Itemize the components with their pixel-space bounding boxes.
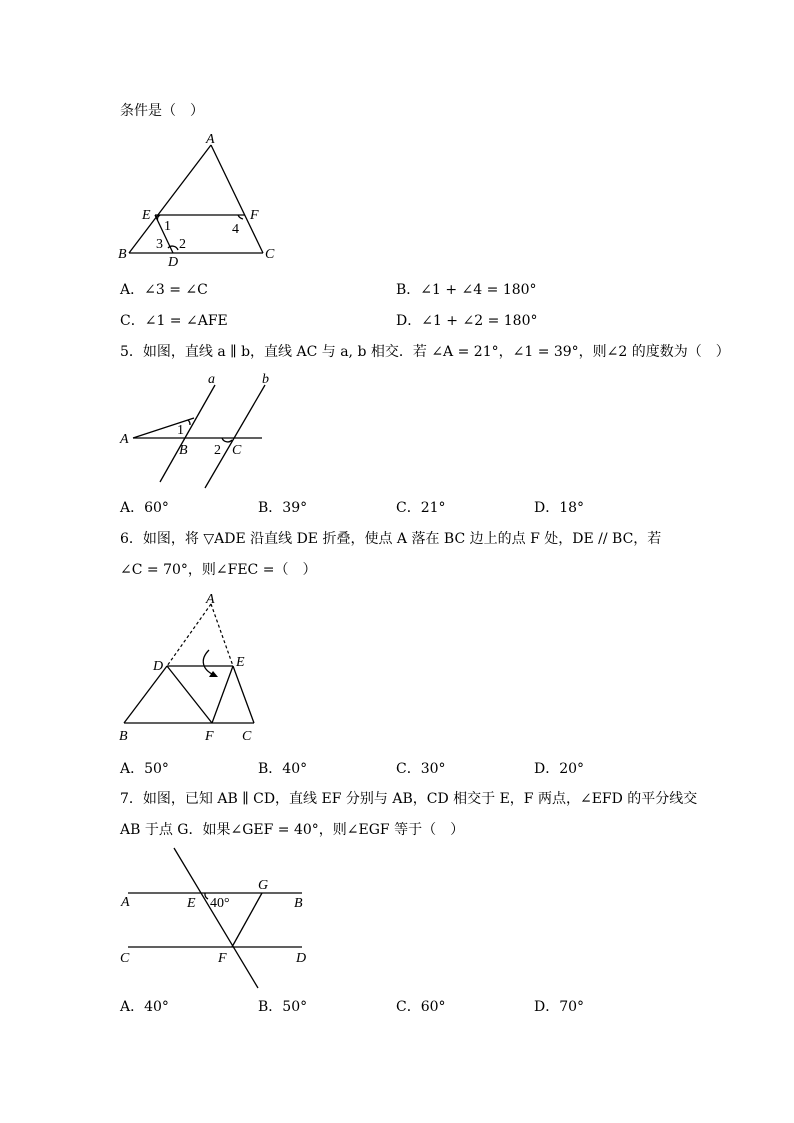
q5-label-B: B — [179, 443, 188, 458]
q5-option-b[interactable]: B．39° — [258, 500, 308, 516]
q6-label-E: E — [236, 655, 245, 670]
q6-option-b[interactable]: B．40° — [258, 761, 308, 777]
q4-angle-label-2: 2 — [179, 237, 186, 252]
q4-stem-tail: 条件是（ ） — [120, 103, 204, 119]
q7-angle-arc-gef — [205, 893, 208, 899]
q4-angle-label-1: 1 — [164, 219, 171, 234]
q7-stem-line1: 7．如图，已知 AB ∥ CD，直线 EF 分别与 AB，CD 相交于 E，F 两点，∠EFD 的平分线交 — [120, 791, 698, 807]
q4-label-E: E — [142, 208, 151, 223]
q7-label-F: F — [218, 951, 227, 966]
q6-side-ec — [233, 666, 254, 723]
q5-figure — [110, 365, 290, 495]
q6-side-bd — [124, 666, 167, 723]
q5-line-a-to-a — [133, 418, 194, 438]
q7-angle-label: 40° — [210, 896, 230, 911]
q6-label-B: B — [119, 729, 128, 744]
q6-label-A: A — [206, 592, 215, 607]
q5-label-A: A — [120, 432, 129, 447]
q6-option-c[interactable]: C．30° — [396, 761, 446, 777]
q6-figure — [110, 585, 280, 745]
q5-label-a: a — [208, 372, 215, 387]
q7-line-ef — [174, 848, 258, 988]
q4-option-d[interactable]: D．∠1 + ∠2 = 180° — [396, 313, 538, 329]
q4-label-D: D — [168, 255, 179, 270]
q4-label-C: C — [265, 247, 275, 262]
q5-option-c[interactable]: C．21° — [396, 500, 446, 516]
q6-option-d[interactable]: D．20° — [534, 761, 585, 777]
q7-label-D: D — [296, 951, 307, 966]
q7-label-A: A — [121, 895, 130, 910]
q4-option-c[interactable]: C．∠1 = ∠AFE — [120, 313, 228, 329]
q7-label-B: B — [294, 896, 303, 911]
q7-label-C: C — [120, 951, 130, 966]
q7-option-c[interactable]: C．60° — [396, 999, 446, 1015]
q6-label-D: D — [153, 659, 164, 674]
q5-angle-label-2: 2 — [214, 443, 221, 458]
q5-option-a[interactable]: A．60° — [120, 500, 169, 516]
q7-label-G: G — [258, 878, 269, 893]
q7-option-d[interactable]: D．70° — [534, 999, 585, 1015]
q6-fold-arrow — [203, 650, 214, 675]
q6-label-F: F — [205, 729, 214, 744]
q7-figure — [110, 842, 320, 992]
q6-fold-arrowhead — [209, 671, 218, 677]
q5-angle-arc-1 — [188, 420, 190, 425]
q5-angle-label-1: 1 — [177, 423, 184, 438]
q4-figure — [110, 125, 290, 270]
q4-label-A: A — [206, 132, 215, 147]
q5-stem: 5．如图，直线 a ∥ b，直线 AC 与 a, b 相交．若 ∠A = 21°，∠1 = 39°，则∠2 的度数为（ ） — [120, 344, 730, 360]
q6-segment-df — [167, 666, 212, 723]
q7-bisector-fg — [232, 893, 262, 947]
q4-option-a[interactable]: A．∠3 = ∠C — [120, 282, 208, 298]
q6-stem-line1: 6．如图，将 ▽ADE 沿直线 DE 折叠，使点 A 落在 BC 边上的点 F 处，DE // BC，若 — [120, 531, 662, 547]
q5-line-a — [160, 385, 215, 482]
q4-angle-label-4: 4 — [232, 222, 239, 237]
q5-label-b: b — [262, 372, 269, 387]
q5-label-C: C — [232, 443, 242, 458]
q6-option-a[interactable]: A．50° — [120, 761, 169, 777]
q4-angle-arc-2 — [168, 246, 178, 250]
q7-option-a[interactable]: A．40° — [120, 999, 169, 1015]
q4-option-b[interactable]: B．∠1 + ∠4 = 180° — [396, 282, 537, 298]
q7-option-b[interactable]: B．50° — [258, 999, 308, 1015]
q7-label-E: E — [187, 896, 196, 911]
q4-label-B: B — [118, 247, 127, 262]
q7-stem-line2: AB 于点 G．如果∠GEF = 40°，则∠EGF 等于（ ） — [120, 822, 465, 838]
q6-label-C: C — [242, 729, 252, 744]
q6-dashed-ae — [211, 604, 233, 666]
q5-line-b — [205, 385, 265, 488]
q5-option-d[interactable]: D．18° — [534, 500, 585, 516]
q4-label-F: F — [250, 208, 259, 223]
q6-stem-line2: ∠C = 70°，则∠FEC =（ ） — [120, 562, 317, 578]
q4-side-ab — [129, 145, 211, 253]
q4-angle-label-3: 3 — [156, 237, 163, 252]
